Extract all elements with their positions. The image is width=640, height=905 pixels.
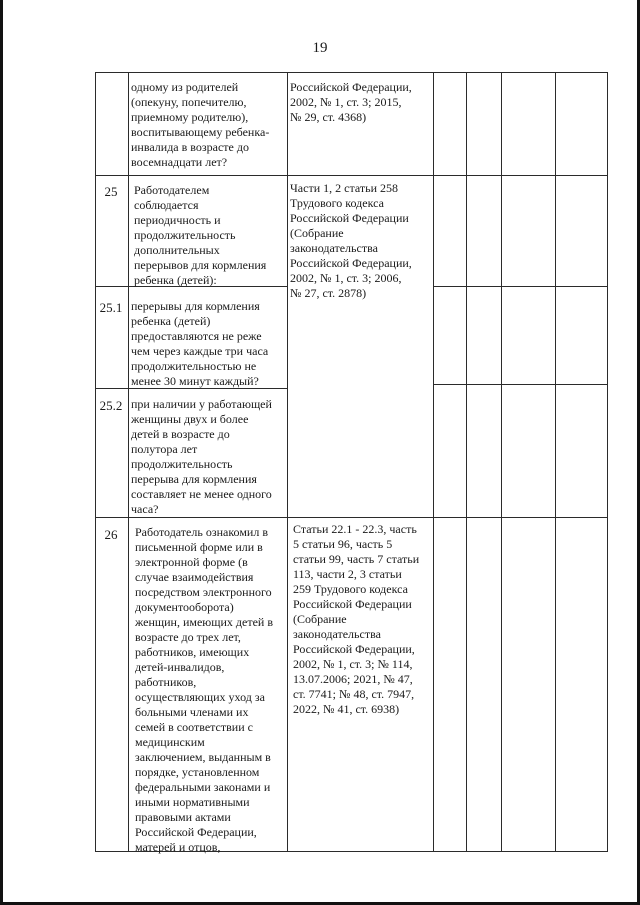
row-legal-reference: Статьи 22.1 - 22.3, часть 5 статьи 96, часть 5 статьи 99, часть 7 статьи 113, части 2, 3 статьи 259 Трудового кодекса Российской Федерации (Собрание законодательства Российской Федерации, 2002, № 1, ст. 3; № 114, 13.07.2006; 2021, № 47, ст. 7741; № 48, ст. 7947, 2022, № 41, ст. 6938) <box>293 522 420 716</box>
row-divider <box>95 175 608 176</box>
table-border-top <box>95 72 608 73</box>
row-number: 25.1 <box>99 300 123 315</box>
column-divider <box>128 72 129 852</box>
column-divider <box>501 72 502 852</box>
row-legal-reference: Российской Федерации, 2002, № 1, ст. 3; 2015, № 29, ст. 4368) <box>290 80 412 124</box>
row-question: одному из родителей (опекуну, попечителю, приемному родителю), воспитывающему ребенка- инвалида в возрасте до восемнадцати лет? <box>131 80 270 169</box>
row-number: 25 <box>104 184 118 199</box>
row-question: при наличии у работающей женщины двух и более детей в возрасте до полутора лет продолжительность перерыва для кормления составляет не менее одного часа? <box>131 397 272 516</box>
column-divider <box>287 72 288 852</box>
row-divider <box>433 286 608 287</box>
column-divider <box>466 72 467 852</box>
row-question: Работодателем соблюдается периодичность и продолжительность дополнительных перерывов для кормления ребенка (детей): <box>134 183 267 287</box>
row-question: перерывы для кормления ребенка (детей) предоставляются не реже чем через каждые три часа продолжительностью не менее 30 минут каждый? <box>131 299 269 388</box>
column-divider <box>555 72 556 852</box>
column-divider <box>433 72 434 852</box>
row-number: 26 <box>104 527 118 542</box>
row-legal-reference: Части 1, 2 статьи 258 Трудового кодекса Российской Федерации (Собрание законодательства Российской Федерации, 2002, № 1, ст. 3; 2006, № 27, ст. 2878) <box>290 181 412 300</box>
row-divider <box>433 384 608 385</box>
row-divider <box>95 517 608 518</box>
scan-edge-left <box>0 0 3 905</box>
row-question: Работодатель ознакомил в письменной форме или в электронной форме (в случае взаимодействия посредством электронного документооборота) женщин, имеющих детей в возрасте до трех лет, работников, имеющих детей-инвалидов, работников, осуществляющих уход за больными членами их семей в соответствии с медицинским заключением, выданным в порядке, установленном федеральными законами и иными нормативными правовыми актами Российской Федерации, матерей и отцов, <box>135 525 274 854</box>
page-number: 19 <box>312 40 328 56</box>
checklist-table <box>95 72 608 852</box>
table-border-right <box>607 72 608 852</box>
row-number: 25.2 <box>99 398 123 413</box>
